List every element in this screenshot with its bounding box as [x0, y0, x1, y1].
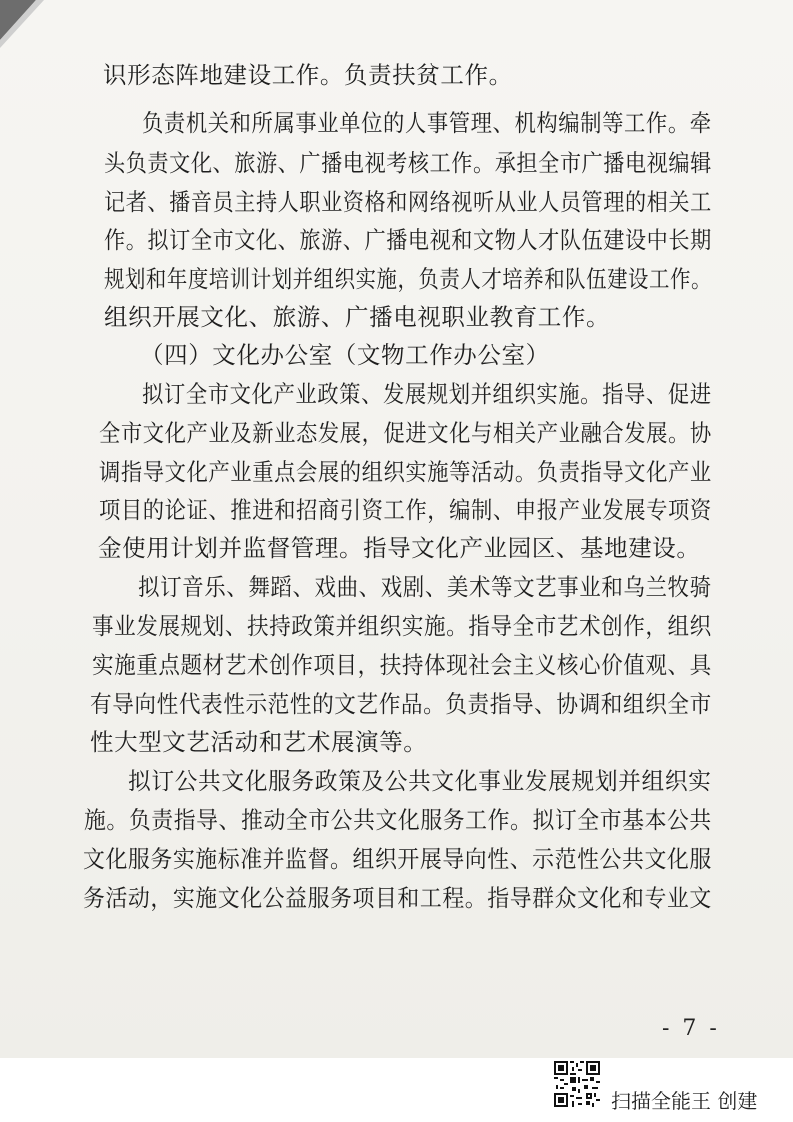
scanner-brand-label: 扫描全能王 创建: [611, 1089, 758, 1113]
text-line-12: 项目的论证、推进和招商引资工作，编制、申报产业发展专项资: [99, 496, 712, 524]
text-line-14: 拟订音乐、舞蹈、戏曲、戏剧、美术等文艺事业和乌兰牧骑: [138, 573, 712, 601]
text-line-2: 负责机关和所属事业单位的人事管理、机构编制等工作。牵: [142, 109, 712, 137]
page-number: - 7 -: [662, 1016, 720, 1041]
text-line-4: 记者、播音员主持人职业资格和网络视听从业人员管理的相关工: [104, 188, 712, 216]
text-line-6: 规划和年度培训计划并组织实施，负责人才培养和队伍建设工作。: [104, 265, 712, 293]
text-line-5: 作。拟订全市文化、旅游、广播电视和文物人才队伍建设中长期: [104, 226, 712, 254]
text-line-16: 实施重点题材艺术创作项目，扶持体现社会主义核心价值观、具: [92, 651, 712, 679]
section-heading: （四）文化办公室（文物工作办公室）: [140, 341, 550, 369]
qr-code-icon: [554, 1061, 600, 1107]
scanner-footer: [0, 1058, 793, 1122]
text-line-10: 全市文化产业及新业态发展，促进文化与相关产业融合发展。协: [99, 419, 712, 447]
text-line-9: 拟订全市文化产业政策、发展规划并组织实施。指导、促进: [142, 380, 712, 408]
text-line-21: 文化服务实施标准并监督。组织开展导向性、示范性公共文化服: [83, 845, 712, 873]
text-line-7: 组织开展文化、旅游、广播电视职业教育工作。: [104, 303, 611, 331]
text-line-15: 事业发展规划、扶持政策并组织实施。指导全市艺术创作，组织: [92, 612, 712, 640]
text-line-18: 性大型文艺活动和艺术展演等。: [90, 728, 428, 756]
text-line-19: 拟订公共文化服务政策及公共文化事业发展规划并组织实: [128, 767, 712, 795]
text-line-1: 识形态阵地建设工作。负责扶贫工作。: [103, 61, 513, 89]
text-line-13: 金使用计划并监督管理。指导文化产业园区、基地建设。: [98, 534, 701, 562]
page-corner-fold-icon: [0, 0, 60, 60]
text-line-17: 有导向性代表性示范性的文艺作品。负责指导、协调和组织全市: [90, 690, 712, 718]
text-line-20: 施。负责指导、推动全市公共文化服务工作。拟订全市基本公共: [84, 806, 712, 834]
text-line-11: 调指导文化产业重点会展的组织实施等活动。负责指导文化产业: [99, 458, 712, 486]
text-line-22: 务活动，实施文化公益服务项目和工程。指导群众文化和专业文: [83, 884, 712, 912]
text-line-3: 头负责文化、旅游、广播电视考核工作。承担全市广播电视编辑: [104, 149, 712, 177]
